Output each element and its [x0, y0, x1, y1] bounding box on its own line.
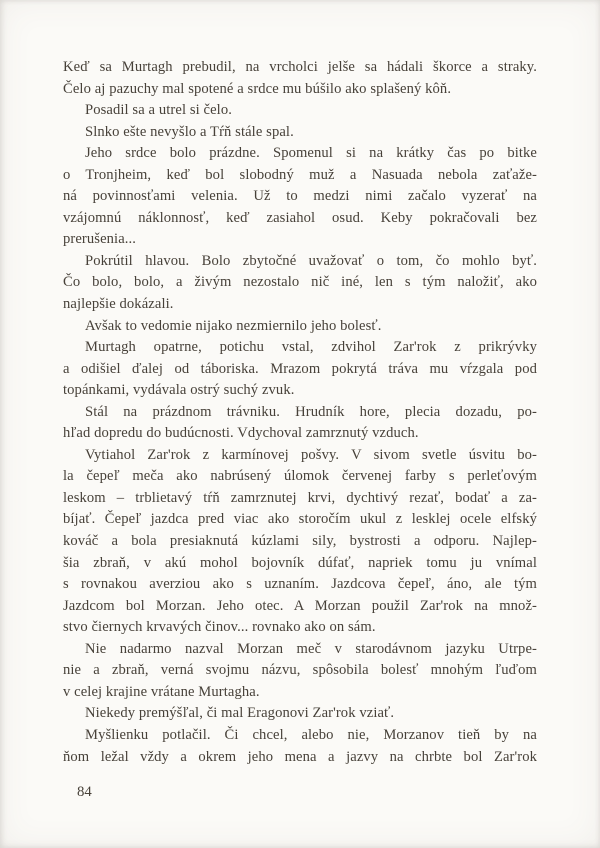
text-line: Vytiahol Zar'rok z karmínovej pošvy. V sivom svetle úsvitu bo-	[85, 446, 537, 463]
text-line: Niekedy premýšľal, či mal Eragonovi Zar'rok vziať.	[85, 705, 395, 722]
text-line: Jazdcom bol Morzan. Jeho otec. A Morzan použil Zar'rok na množ-	[63, 597, 537, 614]
text-line: nie a zbraň, verná svojmu názvu, spôsobila bolesť mnohým ľuďom	[63, 662, 537, 679]
text-line: Pokrútil hlavou. Bolo zbytočné uvažovať o tom, čo mohlo byť.	[85, 252, 537, 269]
paragraph	[63, 725, 537, 768]
text-line: leskom – trblietavý tŕň zamrznutej krvi, dychtivý rezať, bodať a za-	[63, 489, 537, 506]
paragraph	[63, 100, 537, 122]
text-line: la čepeľ meča ako nabrúsený úlomok červenej farby s perleťovým	[63, 468, 537, 485]
text-line: stvo čiernych krvavých činov... rovnako ako on sám.	[63, 619, 376, 636]
text-line: bíjať. Čepeľ jazdca pred viac ako storočím ukul z lesklej ocele elfský	[63, 511, 537, 528]
text-line: ná povinnosťami velenia. Už to medzi nimi začalo vyzerať na	[63, 188, 537, 205]
text-line: Čo bolo, bolo, a živým nezostalo nič iné, len s tým naložiť, ako	[63, 274, 537, 291]
paragraph	[63, 122, 537, 144]
paragraph	[63, 143, 537, 251]
text-line: Avšak to vedomie nijako nezmiernilo jeho bolesť.	[85, 317, 382, 334]
text-line: ňom ležal vždy a okrem jeho mena a jazvy na chrbte bol Zar'rok	[63, 748, 537, 765]
text-line: Jeho srdce bolo prázdne. Spomenul si na krátky čas po bitke	[85, 145, 537, 162]
text-line: v celej krajine vrátane Murtagha.	[63, 683, 260, 700]
paragraph	[63, 703, 537, 725]
text-line: o Tronjheim, keď bol slobodný muž a Nasuada nebola zaťaže-	[63, 166, 537, 183]
text-line: najlepšie dokázali.	[63, 296, 174, 313]
text-line: Murtagh opatrne, potichu vstal, zdvihol Zar'rok z prikrývky	[85, 339, 537, 356]
text-line: Slnko ešte nevyšlo a Tŕň stále spal.	[85, 123, 294, 140]
paragraph	[63, 639, 537, 704]
paragraph	[63, 402, 537, 445]
text-line: hľad dopredu do budúcnosti. Vdychoval zamrznutý vzduch.	[63, 425, 419, 442]
text-line: prerušenia...	[63, 231, 137, 248]
page-number: 84	[77, 784, 92, 800]
text-line: Čelo aj pazuchy mal spotené a srdce mu búšilo ako splašený kôň.	[63, 80, 452, 97]
text-line: vzájomnú náklonnosť, keď zasiahol osud. Keby pokračovali bez	[63, 209, 537, 226]
text-line: a odišiel ďalej od táboriska. Mrazom pokrytá tráva mu vŕzgala pod	[63, 360, 537, 377]
paragraph	[63, 337, 537, 402]
text-line: Nie nadarmo nazval Morzan meč v starodávnom jazyku Utrpe-	[85, 640, 537, 657]
page-text-block	[63, 57, 537, 768]
text-line: Keď sa Murtagh prebudil, na vrcholci jelše sa hádali škorce a straky.	[63, 59, 537, 75]
paragraph	[63, 316, 537, 338]
text-line: topánkami, vydávala ostrý suchý zvuk.	[63, 382, 295, 399]
text-line: s rovnakou averziou ako s uznaním. Jazdcova čepeľ, áno, ale tým	[63, 576, 537, 593]
text-line: kováč a bola presiaknutá kúzlami sily, bystrosti a odporu. Najlep-	[63, 533, 537, 550]
text-line: Stál na prázdnom trávniku. Hrudník hore, plecia dozadu, po-	[85, 403, 537, 420]
paragraph	[63, 445, 537, 639]
text-line: Myšlienku potlačil. Či chcel, alebo nie, Morzanov tieň by na	[85, 726, 537, 743]
text-line: šia zbraň, v akú mohol bojovník dúfať, napriek tomu ju vnímal	[63, 554, 537, 571]
text-line: Posadil sa a utrel si čelo.	[85, 102, 232, 119]
paragraph	[63, 57, 537, 100]
paragraph	[63, 251, 537, 316]
